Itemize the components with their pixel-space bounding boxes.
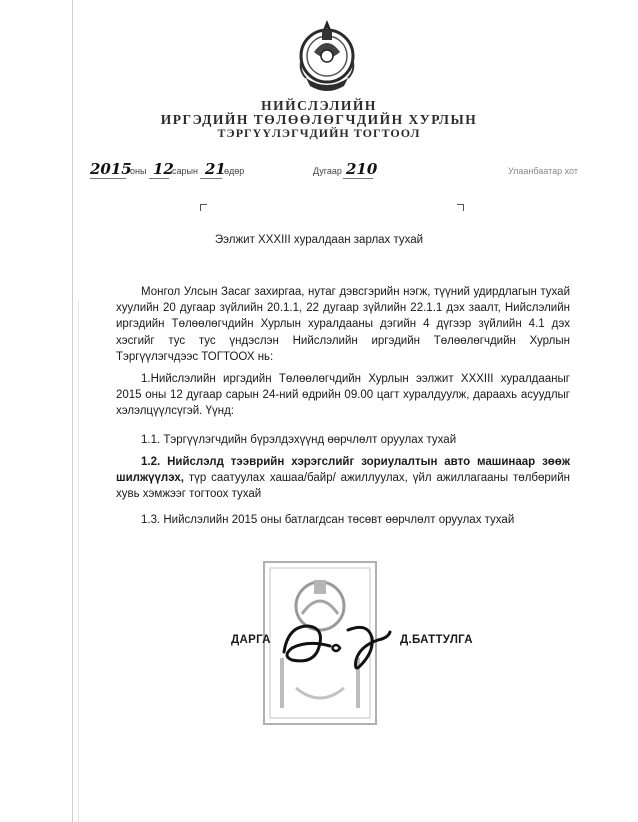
date-day: 21 — [205, 160, 226, 178]
title-bracket-right — [457, 204, 464, 211]
document-title: Ээлжит XXXIII хуралдаан зарлах тухай — [214, 234, 424, 246]
date-year-suffix: оны — [130, 166, 147, 176]
date-day-underline — [200, 178, 222, 179]
date-month-label: сарын — [172, 166, 198, 176]
document-number: 210 — [346, 160, 378, 178]
agenda-item-1-3: 1.3. Нийслэлийн 2015 оны батлагдсан төсөвт өөрчлөлт оруулах тухай — [141, 514, 515, 526]
point-1-paragraph: 1.Нийслэлийн иргэдийн Төлөөлөгчдийн Хурлын ээлжит XXXIII хуралдааныг 2015 оны 12 дугаар сарын 24-ний өдрийн 09.00 цагт хуралдуулж, дараахь асуудлыг хэлэлцүүлсүгэй. Үүнд: — [116, 373, 570, 418]
scan-margin-line-faint — [78, 300, 79, 822]
date-year: 2015 — [90, 160, 132, 178]
agenda-item-1-2-bold: 1.2. Нийслэлд тээврийн хэрэгслийг зориулалтын авто машинаар зөөж шилжүүлэх, — [116, 456, 570, 485]
header-line-3: ТЭРГҮҮЛЭГЧДИЙН ТОГТООЛ — [217, 126, 421, 140]
signatory-position: ДАРГА — [231, 634, 271, 646]
agenda-item-1-2 — [116, 454, 570, 503]
place-label: Улаанбаатар хот — [508, 166, 578, 176]
date-line — [0, 160, 638, 184]
date-year-underline — [90, 178, 126, 179]
signatory-name: Д.БАТТУЛГА — [400, 634, 473, 646]
header-line-1: НИЙСЛЭЛИЙН — [261, 98, 377, 113]
date-month: 12 — [153, 160, 174, 178]
title-bracket-left — [200, 204, 207, 211]
state-emblem-icon — [292, 12, 362, 98]
date-month-underline — [149, 178, 169, 179]
header-line-2: ИРГЭДИЙН ТӨЛӨӨЛӨГЧДИЙН ХУРЛЫН — [160, 112, 478, 127]
agenda-item-1-2-rest: түр саатуулах хашаа/байр/ ажиллуулах, үйл ажиллагааны төлбөрийн хувь хэмжээг тогтоох тухай — [116, 472, 570, 501]
agenda-item-1-1: 1.1. Тэргүүлэгчдийн бүрэлдэхүүнд өөрчлөлт оруулах тухай — [141, 434, 457, 446]
intro-paragraph: Монгол Улсын Засаг захиргаа, нутаг дэвсгэрийн нэгж, түүний удирдлагын тухай хуулийн 20 дугаар зүйлийн 20.1.1, 22 дугаар зүйлийн 22.1.1 дэх заалт, Нийслэлийн иргэдийн Төлөөлөгчдийн Хурлын хуралдааны дэгийн 4 дүгээр зүйлийн 4.1 дэх хэсгийг тус тус үндэслэн Нийслэлийн иргэдийн Төлөөлөгчдийн Хурлын Тэргүүлэгчдээс ТОГТООХ нь: — [116, 286, 570, 363]
date-day-label: өдөр — [224, 166, 245, 176]
handwritten-signature — [278, 612, 398, 672]
number-label: Дугаар — [313, 166, 342, 176]
document-number-underline — [343, 178, 373, 179]
